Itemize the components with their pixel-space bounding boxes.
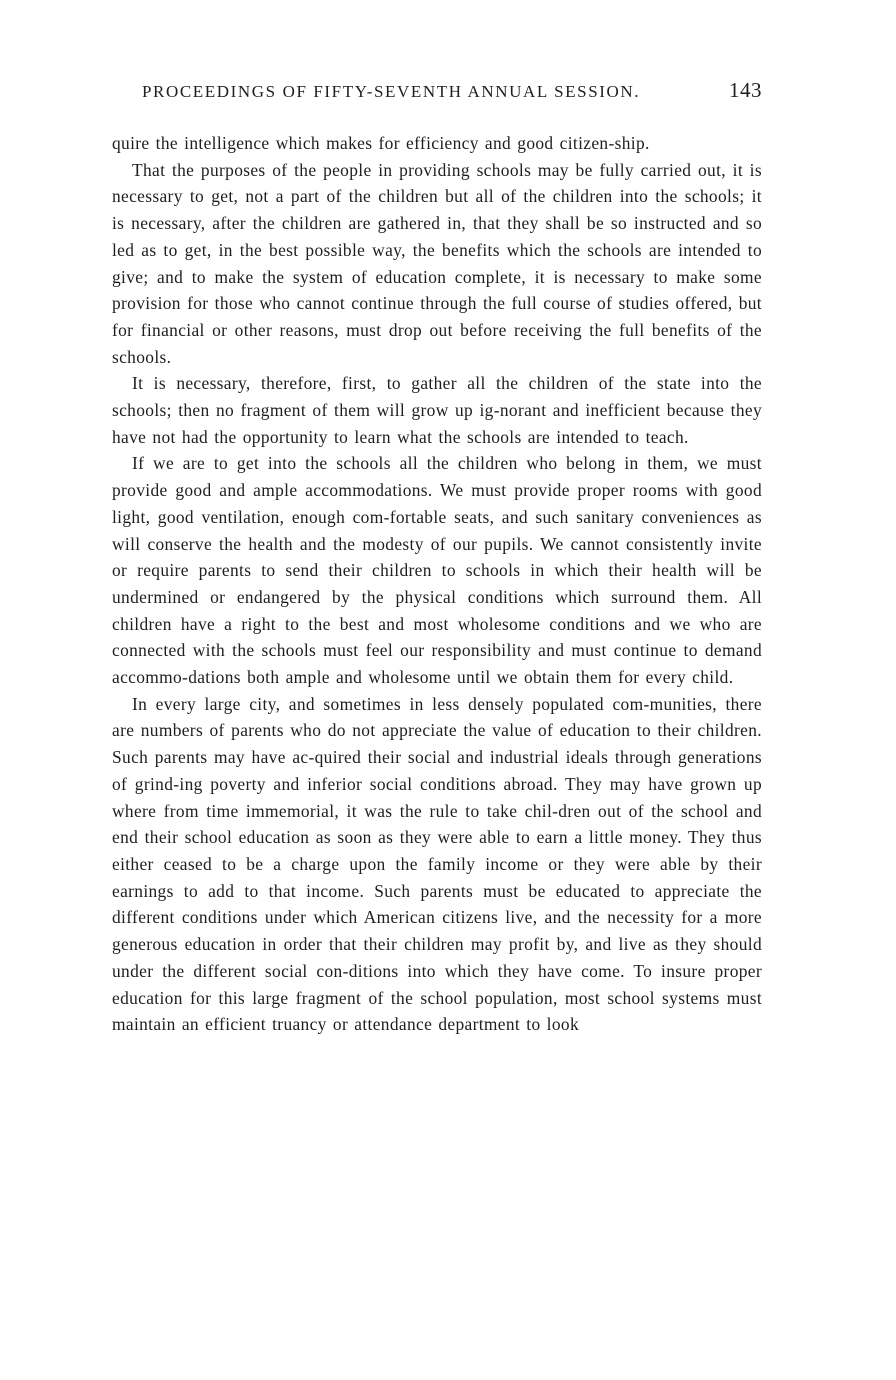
body-text xyxy=(112,130,762,1038)
running-title: PROCEEDINGS OF FIFTY-SEVENTH ANNUAL SESSION. xyxy=(142,82,641,101)
paragraph: That the purposes of the people in providing schools may be fully carried out, it is necessary to get, not a part of the children but all of the children into the schools; it is necessary, after the children are gathered in, that they shall be so instructed and so led as to get, in the best possible way, the benefits which the schools are intended to give; and to make the system of education complete, it is necessary to make some provision for those who cannot continue through the full course of studies offered, but for financial or other reasons, must drop out before receiving the full benefits of the schools. xyxy=(112,159,762,367)
paragraph: It is necessary, therefore, first, to gather all the children of the state into the schools; then no fragment of them will grow up ig-norant and inefficient because they have not had the opportunity to learn what the schools are intended to teach. xyxy=(112,373,762,447)
book-page xyxy=(112,78,762,1038)
paragraph: If we are to get into the schools all the children who belong in them, we must provide good and ample accommodations. We must provide proper rooms with good light, good ventilation, enough com-fortable seats, and such sanitary conveniences as will conserve the health and the modesty of our pupils. We cannot consistently invite or require parents to send their children to schools in which their health will be undermined or endangered by the physical conditions which surround them. All children have a right to the best and most wholesome conditions and we who are connected with the schools must feel our responsibility and must continue to demand accommo-dations both ample and wholesome until we obtain them for every child. xyxy=(112,453,762,688)
paragraph: In every large city, and sometimes in less densely populated com-munities, there are numbers of parents who do not appreciate the value of education to their children. Such parents may have ac-quired their social and industrial ideals through generations of grind-ing poverty and inferior social conditions abroad. They may have grown up where from time immemorial, it was the rule to take chil-dren out of the school and end their school education as soon as they were able to earn a little money. They thus either ceased to be a charge upon the family income or they were able by their earnings to add to that income. Such parents must be educated to appreciate the different conditions under which American citizens live, and the necessity for a more generous education in order that their children may profit by, and live as they should under the different social con-ditions into which they have come. To insure proper education for this large fragment of the school population, most school systems must maintain an efficient truancy or attendance department to look xyxy=(112,693,762,1035)
page-number: 143 xyxy=(729,78,762,102)
running-head xyxy=(112,78,762,108)
paragraph-continued: quire the intelligence which makes for efficiency and good citizen-ship. xyxy=(112,133,650,153)
